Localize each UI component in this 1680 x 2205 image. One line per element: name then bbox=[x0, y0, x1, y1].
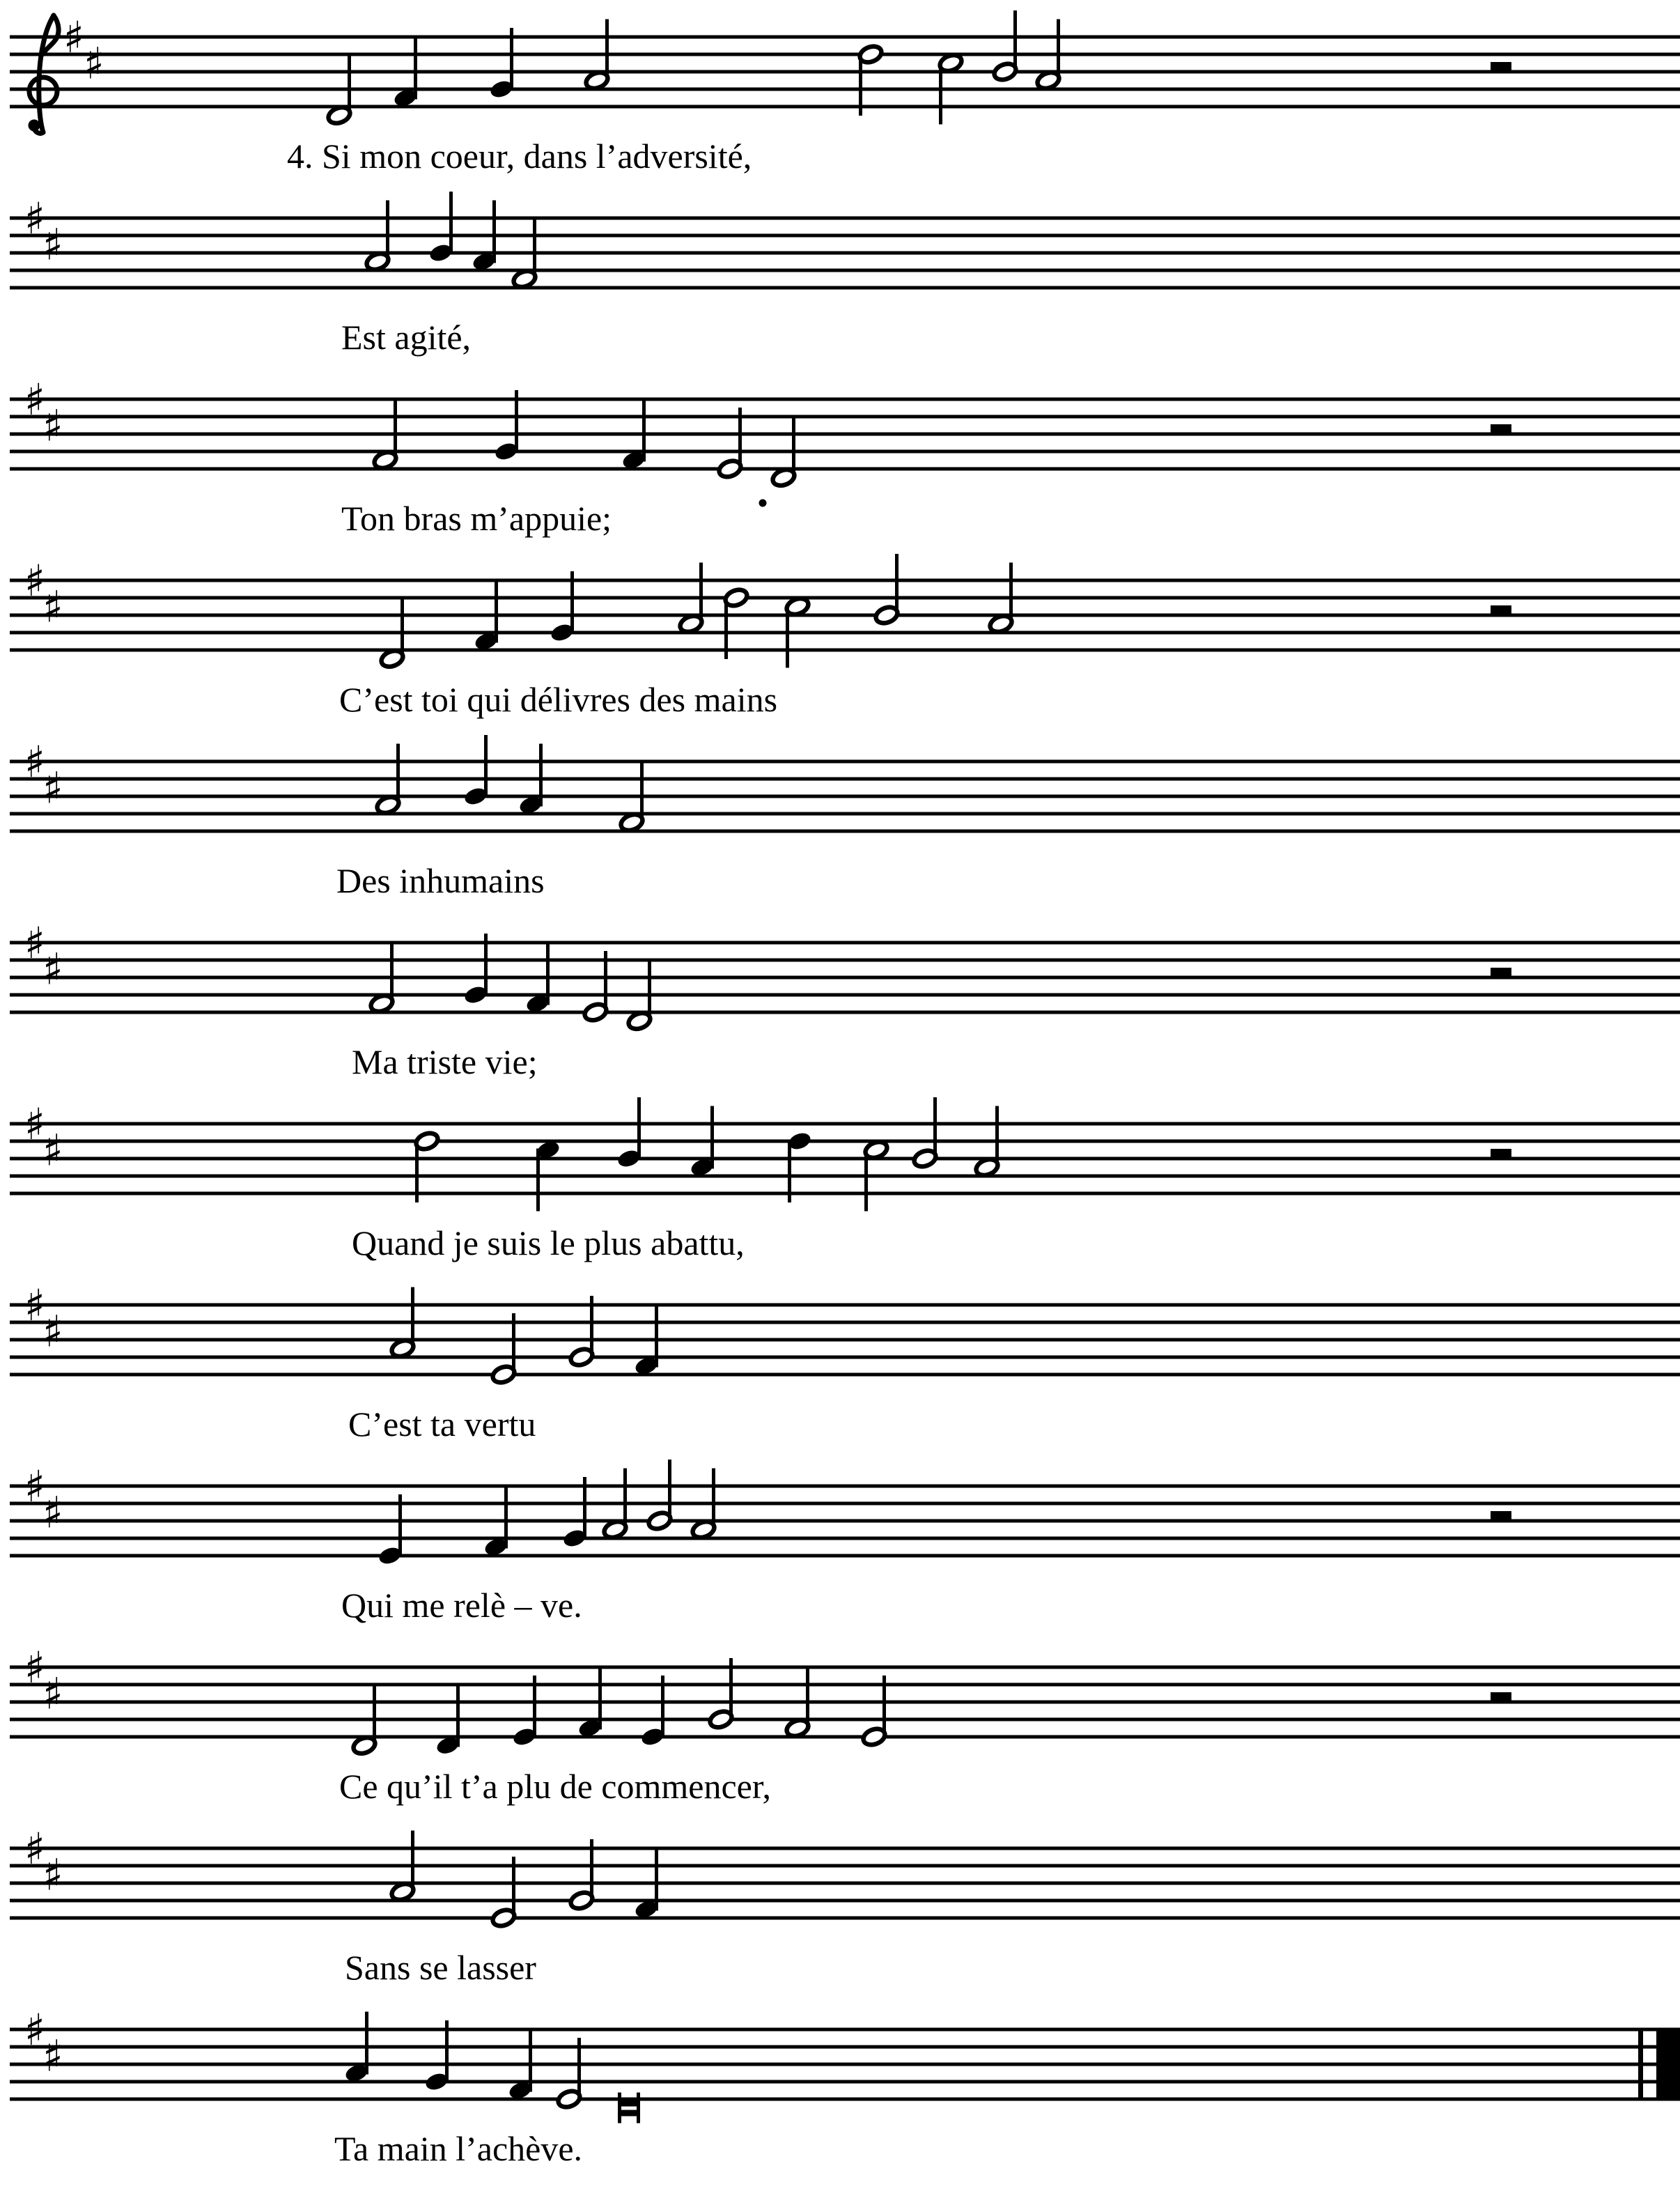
note-b4 bbox=[992, 10, 1018, 83]
staff-line bbox=[10, 941, 1680, 945]
lyric-line-4: C’est toi qui délivres des mains bbox=[339, 680, 778, 719]
sharp-icon: ♯ bbox=[24, 555, 46, 606]
sharp-icon: ♯ bbox=[24, 1461, 46, 1512]
staff-line bbox=[10, 830, 1680, 833]
staff-line bbox=[10, 433, 1680, 436]
lyric-line-3: Ton bras m’appuie; bbox=[341, 499, 612, 538]
staff-line bbox=[10, 1373, 1680, 1377]
lyric-line-5: Des inhumains bbox=[336, 861, 545, 900]
half-rest-icon bbox=[1491, 1692, 1511, 1702]
staff-line bbox=[10, 649, 1680, 652]
staff-line bbox=[10, 467, 1680, 471]
staff-line bbox=[10, 286, 1680, 290]
staff-line bbox=[10, 1157, 1680, 1161]
staff-line bbox=[10, 631, 1680, 635]
sharp-icon: ♯ bbox=[24, 1099, 46, 1150]
staff-line bbox=[10, 2028, 1680, 2032]
note-g4 bbox=[423, 2020, 449, 2093]
note-d5 bbox=[786, 1130, 812, 1202]
staff-line bbox=[10, 1485, 1680, 1488]
note-d5 bbox=[723, 587, 749, 659]
note-e4 bbox=[490, 1857, 516, 1929]
lyric-line-1: 4. Si mon coeur, dans l’adversité, bbox=[287, 137, 752, 176]
lyric-line-11: Sans se lasser bbox=[345, 1948, 536, 1987]
sharp-icon: ♯ bbox=[24, 918, 46, 968]
note-b4 bbox=[873, 554, 899, 626]
note-d5 bbox=[414, 1130, 440, 1202]
staff-line bbox=[10, 53, 1680, 56]
note-g4 bbox=[493, 390, 519, 463]
sharp-icon: ♯ bbox=[42, 762, 64, 814]
note-b4 bbox=[646, 1460, 672, 1532]
half-rest-icon bbox=[1491, 968, 1511, 977]
staff-line bbox=[10, 1502, 1680, 1506]
staff-system-12 bbox=[10, 2004, 1680, 2123]
staff-line bbox=[10, 1356, 1680, 1359]
note-e4 bbox=[717, 408, 742, 480]
staff-line bbox=[10, 1122, 1680, 1126]
note-g4 bbox=[549, 571, 575, 644]
staff-line bbox=[10, 1537, 1680, 1540]
lyric-line-6: Ma triste vie; bbox=[352, 1042, 538, 1081]
note-g4 bbox=[561, 1477, 587, 1549]
dot-icon bbox=[759, 500, 767, 507]
treble-clef-icon bbox=[29, 15, 59, 133]
lyric-line-8: C’est ta vertu bbox=[348, 1405, 536, 1444]
sharp-icon: ♯ bbox=[42, 1124, 64, 1176]
staff-line bbox=[10, 1011, 1680, 1014]
staff-line bbox=[10, 88, 1680, 91]
staff-line bbox=[10, 1899, 1680, 1903]
lyric-line-10: Ce qu’il t’a plu de commencer, bbox=[339, 1767, 771, 1806]
note-d5 bbox=[857, 43, 883, 116]
note-e4 bbox=[556, 2038, 582, 2110]
sharp-icon: ♯ bbox=[42, 581, 64, 633]
staff-system-2 bbox=[10, 192, 1680, 290]
staff-line bbox=[10, 1683, 1680, 1687]
staff-line bbox=[10, 976, 1680, 980]
lyric-line-12: Ta main l’achève. bbox=[334, 2129, 583, 2168]
sharp-icon: ♯ bbox=[63, 12, 85, 63]
staff-line bbox=[10, 1847, 1680, 1850]
note-d4 bbox=[618, 2093, 640, 2123]
staff-line bbox=[10, 1718, 1680, 1722]
staff-line bbox=[10, 2080, 1680, 2084]
staff-line bbox=[10, 1338, 1680, 1342]
staff-line bbox=[10, 234, 1680, 238]
half-rest-icon bbox=[1491, 424, 1511, 434]
note-g4 bbox=[708, 1658, 733, 1731]
staff-system-8 bbox=[10, 1280, 1680, 1386]
lyric-line-2: Est agité, bbox=[341, 318, 472, 357]
final-barline-thick bbox=[1656, 2028, 1680, 2101]
staff-system-4 bbox=[10, 554, 1680, 670]
staff-line bbox=[10, 252, 1680, 255]
staff-line bbox=[10, 1917, 1680, 1920]
lyric-line-7: Quand je suis le plus abattu, bbox=[352, 1223, 745, 1262]
staff-line bbox=[10, 1303, 1680, 1307]
staff-line bbox=[10, 795, 1680, 798]
sharp-icon: ♯ bbox=[24, 1280, 46, 1331]
staff-line bbox=[10, 1666, 1680, 1669]
note-e4 bbox=[377, 1494, 403, 1567]
staff-system-9 bbox=[10, 1460, 1680, 1567]
staff-line bbox=[10, 1882, 1680, 1885]
note-e4 bbox=[490, 1313, 516, 1386]
sharp-icon: ♯ bbox=[24, 1642, 46, 1693]
staff-line bbox=[10, 1554, 1680, 1558]
staff-system-7 bbox=[10, 1097, 1680, 1212]
staff-line bbox=[10, 105, 1680, 109]
staff-line bbox=[10, 269, 1680, 272]
staff-line bbox=[10, 2063, 1680, 2066]
staff-line bbox=[10, 398, 1680, 401]
sharp-icon: ♯ bbox=[42, 1668, 64, 1719]
note-g4 bbox=[568, 1296, 594, 1368]
staff-line bbox=[10, 760, 1680, 764]
staff-system-11 bbox=[10, 1823, 1680, 1929]
staff-line bbox=[10, 614, 1680, 617]
staff-system-5 bbox=[10, 735, 1680, 833]
staff-line bbox=[10, 1175, 1680, 1178]
staff-system-1 bbox=[10, 10, 1680, 133]
staff-line bbox=[10, 1321, 1680, 1324]
sharp-icon: ♯ bbox=[42, 400, 64, 451]
sharp-icon: ♯ bbox=[24, 2004, 46, 2055]
sharp-icon: ♯ bbox=[24, 193, 46, 244]
staff-line bbox=[10, 812, 1680, 816]
sharp-icon: ♯ bbox=[42, 1306, 64, 1357]
staff-line bbox=[10, 959, 1680, 962]
sharp-icon: ♯ bbox=[83, 38, 105, 89]
note-e4 bbox=[639, 1676, 665, 1748]
half-rest-icon bbox=[1491, 605, 1511, 615]
note-b4 bbox=[462, 735, 488, 807]
sharp-icon: ♯ bbox=[24, 1823, 46, 1874]
sharp-icon: ♯ bbox=[42, 2030, 64, 2082]
sharp-icon: ♯ bbox=[42, 943, 64, 995]
staff-system-10 bbox=[10, 1642, 1680, 1756]
final-barline-thin bbox=[1638, 2028, 1643, 2101]
staff-line bbox=[10, 993, 1680, 997]
staff-line bbox=[10, 1864, 1680, 1868]
staff-line bbox=[10, 2045, 1680, 2049]
staff-line bbox=[10, 1519, 1680, 1523]
sharp-icon: ♯ bbox=[42, 219, 64, 270]
note-e4 bbox=[861, 1676, 887, 1748]
staff-line bbox=[10, 2098, 1680, 2101]
note-e4 bbox=[511, 1676, 537, 1748]
sharp-icon: ♯ bbox=[42, 1487, 64, 1538]
note-b4 bbox=[428, 192, 453, 264]
staff-line bbox=[10, 1701, 1680, 1704]
sharp-icon: ♯ bbox=[24, 374, 46, 425]
lyric-line-9: Qui me relè – ve. bbox=[341, 1586, 582, 1625]
staff-line bbox=[10, 36, 1680, 39]
half-rest-icon bbox=[1491, 62, 1511, 72]
half-rest-icon bbox=[1491, 1511, 1511, 1521]
note-g4 bbox=[568, 1839, 594, 1912]
staff-line bbox=[10, 777, 1680, 781]
staff-system-6 bbox=[10, 918, 1680, 1032]
sharp-icon: ♯ bbox=[24, 736, 46, 787]
half-rest-icon bbox=[1491, 1149, 1511, 1159]
note-b4 bbox=[912, 1097, 938, 1170]
staff-line bbox=[10, 1192, 1680, 1196]
note-e4 bbox=[582, 951, 608, 1023]
staff-line bbox=[10, 1735, 1680, 1739]
note-g4 bbox=[488, 28, 514, 100]
staff-system-3 bbox=[10, 374, 1680, 507]
staff-line bbox=[10, 579, 1680, 582]
sharp-icon: ♯ bbox=[42, 1849, 64, 1901]
staff-line bbox=[10, 596, 1680, 600]
note-g4 bbox=[462, 934, 488, 1006]
note-b4 bbox=[616, 1097, 641, 1170]
staff-line bbox=[10, 415, 1680, 419]
staff-line bbox=[10, 450, 1680, 454]
staff-line bbox=[10, 217, 1680, 220]
staff-line bbox=[10, 70, 1680, 74]
staff-line bbox=[10, 1140, 1680, 1143]
